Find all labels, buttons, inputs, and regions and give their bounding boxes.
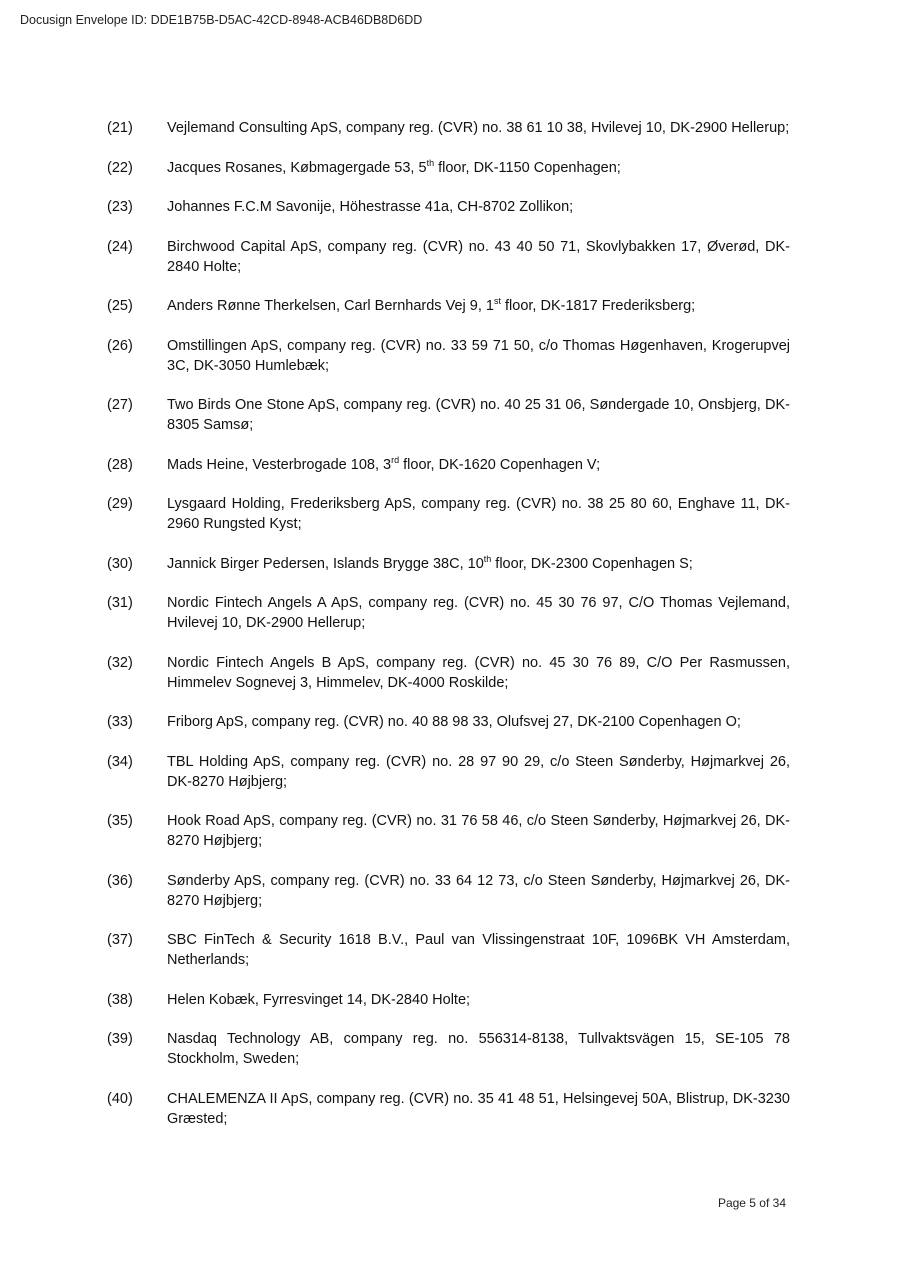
item-text: [167, 296, 790, 316]
list-item: [107, 990, 790, 1010]
item-number: (38): [107, 991, 133, 1008]
text-segment: Lysgaard Holding, Frederiksberg ApS, company reg. (CVR) no. 38 25 80 60, Enghave 11, DK-2960 Rungsted Kyst;: [167, 496, 790, 532]
list-item: [107, 1029, 790, 1069]
item-text: [167, 118, 790, 138]
item-number: (34): [107, 753, 133, 770]
list-item: [107, 653, 790, 693]
item-text: [167, 653, 790, 693]
item-text: [167, 197, 790, 217]
text-segment: floor, DK-1620 Copenhagen V;: [399, 456, 601, 473]
text-segment: Jannick Birger Pedersen, Islands Brygge 38C, 10: [167, 555, 484, 572]
item-text: [167, 752, 790, 792]
text-segment: Nordic Fintech Angels B ApS, company reg. (CVR) no. 45 30 76 89, C/O Per Rasmussen, Himmelev Sognevej 3, Himmelev, DK-4000 Roskilde;: [167, 654, 790, 691]
envelope-id: Docusign Envelope ID: DDE1B75B-D5AC-42CD-8948-ACB46DB8D6DD: [20, 13, 423, 27]
list-item: [107, 930, 790, 970]
item-text: [167, 712, 790, 732]
item-number: (21): [107, 120, 133, 136]
list-item: [107, 712, 790, 732]
text-segment: Mads Heine, Vesterbrogade 108, 3: [167, 456, 392, 473]
item-number: (26): [107, 337, 133, 354]
list-item: [107, 336, 790, 376]
item-number: (32): [107, 654, 133, 671]
ordinal-superscript: rd: [391, 454, 400, 465]
list-item: [107, 871, 790, 911]
list-item: [107, 118, 790, 138]
item-number: (35): [107, 813, 133, 829]
list-item: [107, 752, 790, 792]
item-text: [167, 455, 790, 475]
list-item: [107, 237, 790, 277]
item-text: [167, 336, 790, 376]
party-list: [107, 118, 790, 1148]
item-number: (28): [107, 456, 133, 473]
text-segment: Hook Road ApS, company reg. (CVR) no. 31 76 58 46, c/o Steen Sønderby, Højmarkvej 26, DK-8270 Højbjerg;: [167, 813, 790, 849]
list-item: [107, 296, 790, 316]
ordinal-superscript: th: [426, 157, 435, 168]
item-number: (27): [107, 397, 133, 413]
item-number: (39): [107, 1031, 133, 1047]
text-segment: Birchwood Capital ApS, company reg. (CVR) no. 43 40 50 71, Skovlybakken 17, Øverød, DK-2840 Holte;: [167, 238, 790, 275]
list-item: [107, 197, 790, 217]
item-number: (25): [107, 298, 133, 314]
item-text: [167, 871, 790, 911]
list-item: [107, 593, 790, 633]
list-item: [107, 811, 790, 851]
text-segment: Omstillingen ApS, company reg. (CVR) no. 33 59 71 50, c/o Thomas Høgenhaven, Krogerupvej 3C, DK-3050 Humlebæk;: [167, 337, 790, 374]
list-item: [107, 158, 790, 178]
item-text: [167, 1029, 790, 1069]
text-segment: Nasdaq Technology AB, company reg. no. 556314-8138, Tullvaktsvägen 15, SE-105 78 Stockholm, Sweden;: [167, 1031, 790, 1067]
item-text: [167, 494, 790, 534]
item-number: (23): [107, 199, 133, 215]
text-segment: TBL Holding ApS, company reg. (CVR) no. 28 97 90 29, c/o Steen Sønderby, Højmarkvej 26, DK-8270 Højbjerg;: [167, 753, 790, 790]
text-segment: floor, DK-2300 Copenhagen S;: [491, 555, 693, 572]
text-segment: Helen Kobæk, Fyrresvinget 14, DK-2840 Holte;: [167, 991, 471, 1008]
text-segment: Vejlemand Consulting ApS, company reg. (CVR) no. 38 61 10 38, Hvilevej 10, DK-2900 Hellerup;: [167, 120, 790, 136]
page-number: Page 5 of 34: [717, 1196, 786, 1210]
text-segment: Nordic Fintech Angels A ApS, company reg. (CVR) no. 45 30 76 97, C/O Thomas Vejlemand, Hvilevej 10, DK-2900 Hellerup;: [167, 595, 790, 631]
item-number: (31): [107, 595, 133, 611]
item-text: [167, 811, 790, 851]
item-text: [167, 158, 790, 178]
item-text: [167, 237, 790, 277]
text-segment: SBC FinTech & Security 1618 B.V., Paul van Vlissingenstraat 10F, 1096BK VH Amsterdam, Netherlands;: [167, 932, 790, 968]
item-number: (29): [107, 496, 133, 512]
list-item: [107, 554, 790, 574]
item-number: (30): [107, 555, 133, 572]
text-segment: Two Birds One Stone ApS, company reg. (CVR) no. 40 25 31 06, Søndergade 10, Onsbjerg, DK-8305 Samsø;: [167, 397, 790, 433]
item-number: (22): [107, 159, 133, 176]
item-text: [167, 395, 790, 435]
text-segment: Anders Rønne Therkelsen, Carl Bernhards Vej 9, 1: [167, 298, 494, 314]
item-number: (24): [107, 238, 133, 255]
item-text: [167, 990, 790, 1010]
text-segment: Sønderby ApS, company reg. (CVR) no. 33 64 12 73, c/o Steen Sønderby, Højmarkvej 26, DK-8270 Højbjerg;: [167, 872, 790, 909]
item-text: [167, 554, 790, 574]
item-text: [167, 593, 790, 633]
item-text: [167, 1089, 790, 1129]
text-segment: floor, DK-1817 Frederiksberg;: [500, 298, 696, 314]
text-segment: Johannes F.C.M Savonije, Höhestrasse 41a, CH-8702 Zollikon;: [167, 199, 574, 215]
list-item: [107, 1089, 790, 1129]
item-number: (37): [107, 932, 133, 948]
text-segment: Jacques Rosanes, Købmagergade 53, 5: [167, 159, 427, 176]
text-segment: Friborg ApS, company reg. (CVR) no. 40 88 98 33, Olufsvej 27, DK-2100 Copenhagen O;: [167, 714, 741, 730]
text-segment: CHALEMENZA II ApS, company reg. (CVR) no. 35 41 48 51, Helsingevej 50A, Blistrup, DK-3230 Græsted;: [167, 1090, 790, 1127]
item-number: (33): [107, 714, 133, 730]
item-text: [167, 930, 790, 970]
ordinal-superscript: th: [483, 553, 492, 564]
list-item: [107, 455, 790, 475]
list-item: [107, 395, 790, 435]
ordinal-superscript: st: [493, 296, 501, 307]
item-number: (40): [107, 1090, 133, 1107]
list-item: [107, 494, 790, 534]
text-segment: floor, DK-1150 Copenhagen;: [434, 159, 621, 176]
item-number: (36): [107, 872, 133, 889]
